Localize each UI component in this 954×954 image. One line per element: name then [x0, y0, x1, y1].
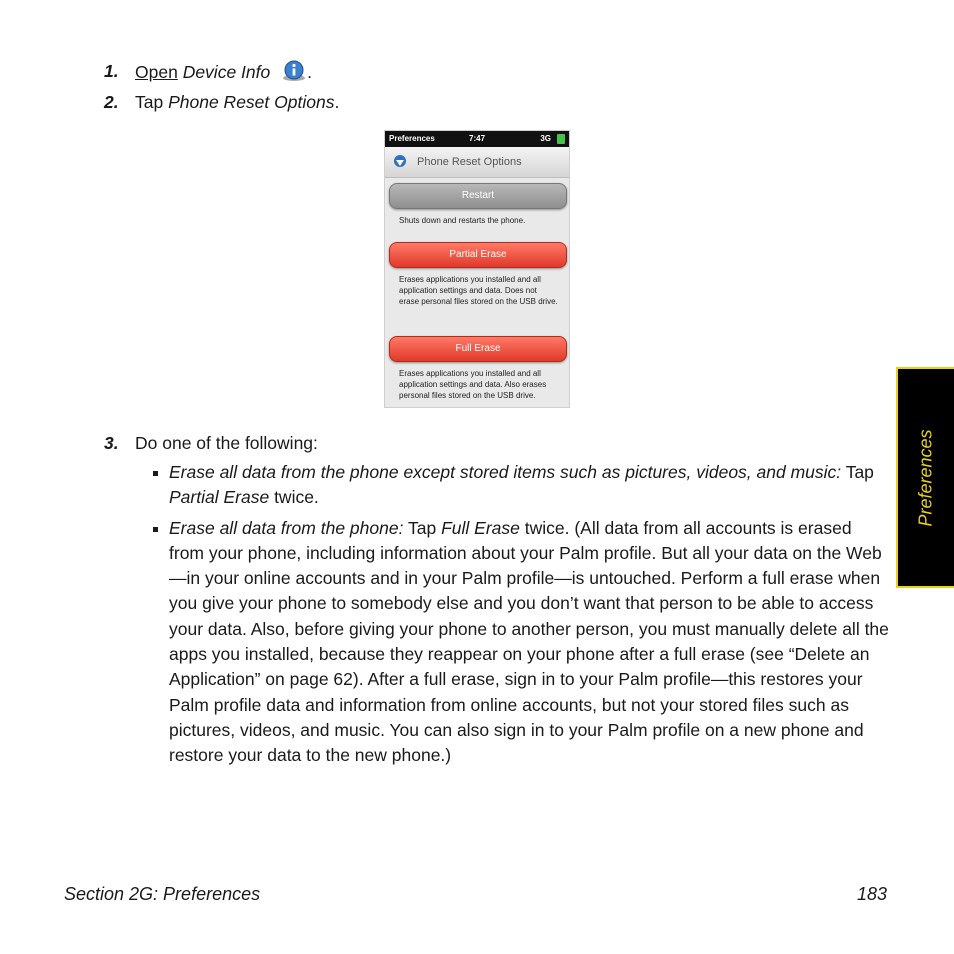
step-number: 1.: [104, 61, 119, 81]
page-number: 183: [857, 884, 888, 904]
period: .: [334, 92, 340, 112]
device-info-label: Device Info: [182, 62, 271, 82]
list-item: [150, 460, 890, 511]
list-item: [150, 516, 890, 769]
open-link[interactable]: Open: [135, 62, 178, 82]
options-list: [150, 460, 890, 774]
restart-button[interactable]: Restart: [389, 183, 567, 209]
bullet-lead: Erase all data from the phone:: [169, 517, 404, 538]
signal-icon: 3G: [540, 134, 551, 143]
info-icon: [281, 60, 307, 87]
reset-options-icon: [391, 154, 409, 175]
step-number: 3.: [104, 433, 119, 453]
period: .: [307, 62, 312, 82]
step-text: [135, 60, 312, 87]
bullet-rest: twice.: [274, 487, 319, 508]
side-tab-label: Preferences: [915, 428, 936, 527]
step-number: 2.: [104, 92, 119, 112]
full-erase-button[interactable]: Full Erase: [389, 336, 567, 362]
bullet-lead: Erase all data from the phone except stored items such as pictures, videos, and music:: [169, 462, 842, 482]
step-text: [135, 91, 339, 113]
full-erase-label: Full Erase: [441, 517, 520, 538]
bullet-marker: [153, 471, 158, 476]
footer-section: Section 2G: Preferences: [64, 884, 261, 904]
tap-word: Tap: [135, 92, 164, 112]
partial-erase-button[interactable]: Partial Erase: [389, 242, 567, 268]
tap-word: Tap: [845, 462, 874, 482]
section-side-tab: [896, 367, 954, 588]
status-bar: [385, 131, 569, 147]
status-time: 7:47: [469, 134, 486, 143]
step-text: Do one of the following:: [135, 433, 318, 453]
bullet-rest: twice. (All data from all accounts is erased from your phone, including information about your Palm profile. But all your data on the Web—in your online accounts and in your Palm profile—is untouched. Perform a full erase when you give your phone to somebody else and you don’t want that person to be able to access your data. Also, before giving your phone to another person, you must manually delete all the apps you installed, because they reappear on your phone after a full erase (see “Delete an Application” on page 62). After a full erase, sign in to your Palm profile—this restores your Palm profile data and information from online accounts, but not your stored files such as pictures, videos, and music. You can also sign in to your Palm profile on a new phone and restore your data to the new phone.): [169, 517, 889, 766]
phone-header-title: Phone Reset Options: [417, 156, 522, 168]
phone-screenshot: [384, 130, 570, 408]
tap-word: Tap: [408, 517, 437, 538]
phone-reset-options-label: Phone Reset Options: [168, 92, 335, 112]
restart-description: Shuts down and restarts the phone.: [399, 216, 526, 225]
partial-erase-description: Erases applications you installed and all application settings and data. Does not erase personal files stored on the USB drive.: [399, 275, 558, 306]
phone-header: [385, 147, 569, 178]
full-erase-description: Erases applications you installed and all application settings and data. Also erases personal files stored on the USB drive.: [399, 369, 547, 400]
status-app-name: Preferences: [389, 134, 435, 143]
battery-icon: [557, 134, 565, 144]
bullet-marker: [153, 527, 158, 532]
partial-erase-label: Partial Erase: [169, 487, 270, 508]
